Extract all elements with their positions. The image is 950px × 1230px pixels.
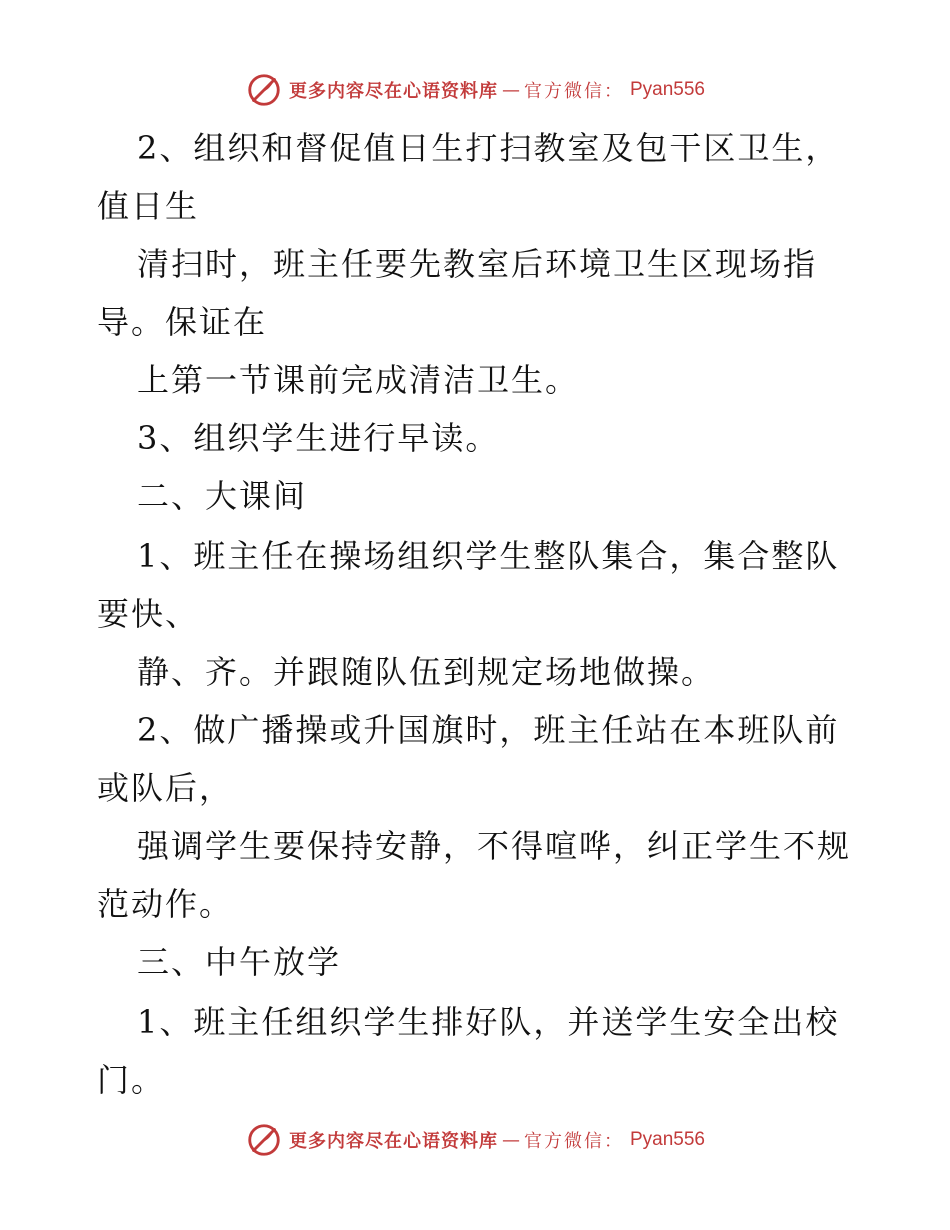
watermark-dash: — <box>501 79 520 101</box>
body-line: 上第一节课前完成清洁卫生。 <box>137 361 580 399</box>
body-line: 强调学生要保持安静，不得喧哗，纠正学生不规 <box>137 827 852 865</box>
header-watermark <box>0 70 950 110</box>
body-line: 要快、 <box>97 595 200 633</box>
watermark-brand-text: 更多内容尽在心语资料库 <box>288 81 498 102</box>
quill-logo-icon <box>245 71 283 109</box>
quill-logo-icon <box>245 1121 283 1159</box>
footer-watermark <box>0 1120 950 1160</box>
body-line: 清扫时，班主任要先教室后环境卫生区现场指 <box>137 245 818 283</box>
body-line: 静、齐。并跟随队伍到规定场地做操。 <box>137 653 716 691</box>
body-line: 门。 <box>97 1061 166 1099</box>
body-line: 1、班主任组织学生排好队，并送学生安全出校 <box>137 1003 840 1041</box>
body-line: 值日生 <box>97 187 200 225</box>
section-heading: 二、大课间 <box>137 477 308 515</box>
body-line: 2、做广播操或升国旗时，班主任站在本班队前 <box>137 711 840 749</box>
body-line: 或队后， <box>97 769 234 807</box>
watermark-wechat-id: Pyan556 <box>629 1129 705 1150</box>
body-line: 2、组织和督促值日生打扫教室及包干区卫生， <box>137 129 840 167</box>
body-line: 导。保证在 <box>97 303 268 341</box>
body-line: 3、组织学生进行早读。 <box>137 419 500 457</box>
watermark-official-label: 官方微信： <box>523 81 624 102</box>
section-heading: 三、中午放学 <box>137 943 342 981</box>
watermark-official-label: 官方微信： <box>523 1131 624 1152</box>
watermark-brand-text: 更多内容尽在心语资料库 <box>288 1131 498 1152</box>
watermark-wechat-id: Pyan556 <box>629 79 705 100</box>
body-line: 范动作。 <box>97 885 234 923</box>
body-line: 1、班主任在操场组织学生整队集合，集合整队 <box>137 537 840 575</box>
watermark-dash: — <box>501 1129 520 1151</box>
